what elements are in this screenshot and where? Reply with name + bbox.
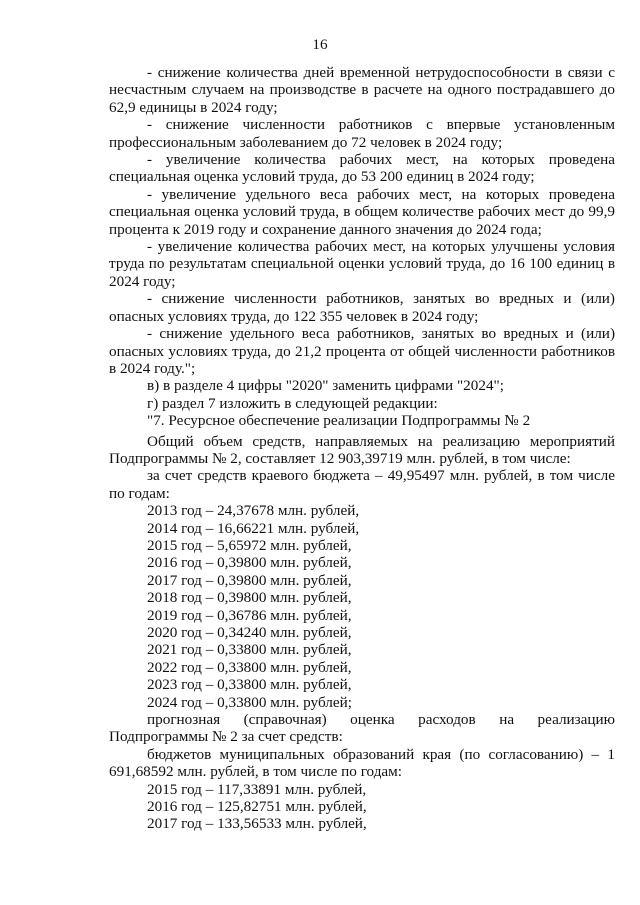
paragraph-sick-days: - снижение количества дней временной нетрудоспособности в связи с несчастным случаем на производстве в расчете на одного пострадавшего до 62,9 единицы в 2024 году; bbox=[109, 64, 615, 116]
list-item: 2014 год – 16,66221 млн. рублей, bbox=[147, 519, 360, 537]
paragraph-municipal: бюджетов муниципальных образований края (по согласованию) – 1 691,68592 млн. рублей, в том числе по годам: bbox=[109, 745, 615, 781]
paragraph-total-volume: Общий объем средств, направляемых на реализацию мероприятий Подпрограммы № 2, составляет 12 903,39719 млн. рублей, в том числе: bbox=[109, 432, 615, 467]
paragraph-regional-budget: за счет средств краевого бюджета – 49,95497 млн. рублей, в том числе по годам: bbox=[109, 467, 615, 502]
list-item: 2016 год – 125,82751 млн. рублей, bbox=[147, 798, 367, 816]
list-item: 2017 год – 0,39800 млн. рублей, bbox=[147, 571, 352, 589]
list-item: 2020 год – 0,34240 млн. рублей, bbox=[147, 624, 352, 641]
section-heading: "7. Ресурсное обеспечение реализации Подпрограммы № 2 bbox=[147, 412, 531, 430]
paragraph-occupational-disease: - снижение численности работников с впервые установленным профессиональным заболеванием до 72 человек в 2024 году; bbox=[109, 116, 615, 151]
list-item: 2018 год – 0,39800 млн. рублей, bbox=[147, 589, 352, 607]
paragraph-improved-workplaces: - увеличение количества рабочих мест, на которых улучшены условия труда по результатам специальной оценки условий труда, до 16 100 единиц в 2024 году; bbox=[109, 238, 615, 290]
list-item: 2015 год – 117,33891 млн. рублей, bbox=[147, 780, 367, 798]
paragraph-section-7: г) раздел 7 изложить в следующей редакции: bbox=[147, 394, 438, 412]
list-item: 2021 год – 0,33800 млн. рублей, bbox=[147, 641, 352, 659]
paragraph-hazardous-share: - снижение удельного веса работников, занятых во вредных и (или) опасных условиях труда, до 21,2 процента от общей численности работников в 2024 году."; bbox=[109, 325, 615, 377]
list-item: 2013 год – 24,37678 млн. рублей, bbox=[147, 502, 360, 520]
list-item: 2016 год – 0,39800 млн. рублей, bbox=[147, 554, 352, 572]
list-item: 2019 год – 0,36786 млн. рублей, bbox=[147, 606, 352, 624]
paragraph-assessed-workplaces: - увеличение количества рабочих мест, на которых проведена специальная оценка условий труда, до 53 200 единиц в 2024 году; bbox=[109, 151, 615, 186]
list-item: 2022 год – 0,33800 млн. рублей, bbox=[147, 658, 352, 676]
page-number: 16 bbox=[312, 36, 328, 53]
paragraph-hazardous-workers: - снижение численности работников, занятых во вредных и (или) опасных условиях труда, до 122 355 человек в 2024 году; bbox=[109, 290, 615, 325]
municipal-budget-list bbox=[109, 781, 615, 833]
list-item: 2023 год – 0,33800 млн. рублей, bbox=[147, 676, 352, 694]
paragraph-forecast: прогнозная (справочная) оценка расходов на реализацию Подпрограммы № 2 за счет средств: bbox=[109, 711, 615, 746]
list-item: 2015 год – 5,65972 млн. рублей, bbox=[147, 536, 352, 554]
list-item: 2017 год – 133,56533 млн. рублей, bbox=[147, 815, 367, 833]
paragraph-assessed-share: - увеличение удельного веса рабочих мест, на которых проведена специальная оценка условий труда, в общем количестве рабочих мест до 99,9 процента к 2019 году и сохранение данного значения до 2024 года; bbox=[109, 185, 615, 238]
paragraph-section-4: в) в разделе 4 цифры "2020" заменить цифрами "2024"; bbox=[147, 377, 504, 395]
regional-budget-list bbox=[109, 502, 615, 711]
list-item: 2024 год – 0,33800 млн. рублей; bbox=[147, 693, 352, 711]
document-body bbox=[109, 64, 615, 833]
